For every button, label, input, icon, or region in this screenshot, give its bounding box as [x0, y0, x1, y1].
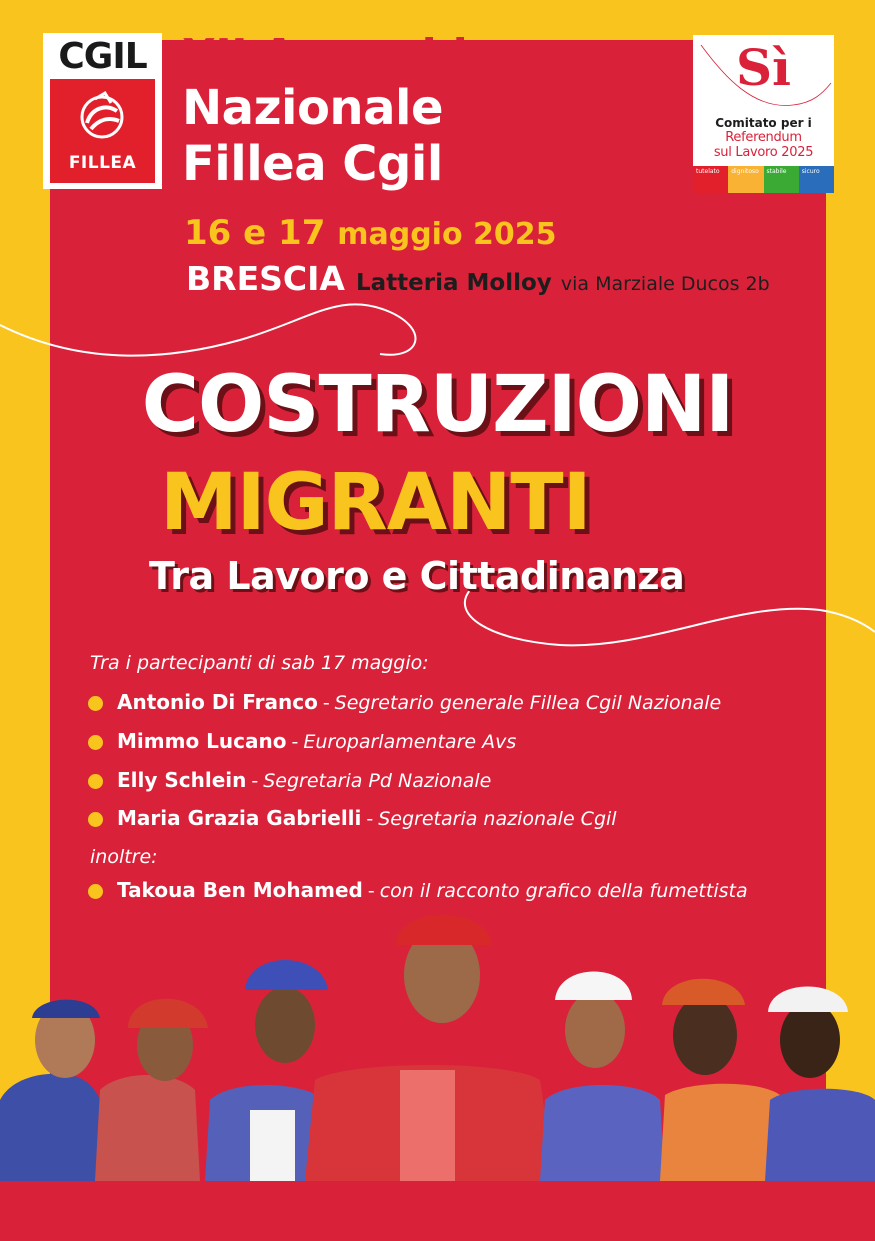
separator: -	[322, 692, 330, 714]
bullet-icon	[88, 884, 103, 899]
participant-name: Takoua Ben Mohamed	[117, 878, 363, 902]
event-city: BRESCIA	[186, 259, 345, 298]
separator: -	[251, 770, 259, 792]
title-migranti: MIGRANTI	[160, 458, 591, 548]
event-month-year: maggio 2025	[337, 217, 557, 252]
event-venue: Latteria Molloy	[356, 270, 552, 296]
participant-role: con il racconto grafico della fumettista	[379, 880, 748, 902]
event-days: 16 e 17	[184, 213, 326, 253]
participant-role: Segretaria nazionale Cgil	[378, 808, 617, 830]
header-assemblea: XII Assemblea	[182, 30, 526, 81]
participant-name: Elly Schlein	[117, 768, 247, 792]
logo-fillea-text: FILLEA	[68, 153, 137, 173]
participant-row	[88, 728, 516, 754]
stripe-dignitoso: dignitoso	[728, 166, 763, 193]
separator: -	[366, 808, 374, 830]
bullet-icon	[88, 696, 103, 711]
participant-row	[88, 767, 491, 793]
participant-role: Segretario generale Fillea Cgil Nazionale	[334, 692, 722, 714]
event-date	[184, 213, 557, 253]
referendum-line1: Comitato per i	[715, 116, 812, 130]
participant-row	[88, 689, 721, 715]
participant-row	[88, 805, 617, 831]
header-nazionale: Nazionale	[182, 80, 443, 136]
cgil-fillea-logo	[43, 33, 162, 189]
stripe-stabile: stabile	[764, 166, 799, 193]
worker-figure	[95, 999, 208, 1181]
referendum-badge	[693, 35, 834, 193]
worker-figure	[765, 987, 875, 1182]
also-label: inoltre:	[90, 846, 158, 868]
referendum-line3: sul Lavoro 2025	[713, 145, 814, 160]
worker-figure	[540, 972, 665, 1182]
stripe-sicuro: sicuro	[799, 166, 834, 193]
helmet-icon	[77, 89, 127, 145]
participant-role: Europarlamentare Avs	[303, 731, 517, 753]
participant-name: Antonio Di Franco	[117, 690, 318, 714]
header-fillea-cgil: Fillea Cgil	[182, 136, 443, 192]
workers-photo	[0, 900, 875, 1181]
bullet-icon	[88, 735, 103, 750]
referendum-stripes	[693, 166, 834, 193]
logo-cgil-text: CGIL	[58, 36, 147, 77]
participant-name: Mimmo Lucano	[117, 729, 287, 753]
bullet-icon	[88, 812, 103, 827]
bullet-icon	[88, 774, 103, 789]
event-address: via Marziale Ducos 2b	[560, 273, 770, 295]
participants-intro: Tra i partecipanti di sab 17 maggio:	[90, 652, 429, 674]
title-subtitle: Tra Lavoro e Cittadinanza	[149, 554, 685, 598]
bottom-band	[0, 1178, 875, 1241]
title-costruzioni: COSTRUZIONI	[141, 360, 734, 450]
separator: -	[291, 731, 299, 753]
worker-figure	[305, 915, 555, 1181]
referendum-line2: Referendum	[725, 130, 802, 145]
event-location	[186, 259, 770, 298]
participant-role: Segretaria Pd Nazionale	[263, 770, 492, 792]
referendum-si: Sì	[735, 38, 792, 97]
stripe-tutelato: tutelato	[693, 166, 728, 193]
logo-red-block	[50, 79, 155, 183]
separator: -	[367, 880, 375, 902]
participant-name: Maria Grazia Gabrielli	[117, 806, 362, 830]
